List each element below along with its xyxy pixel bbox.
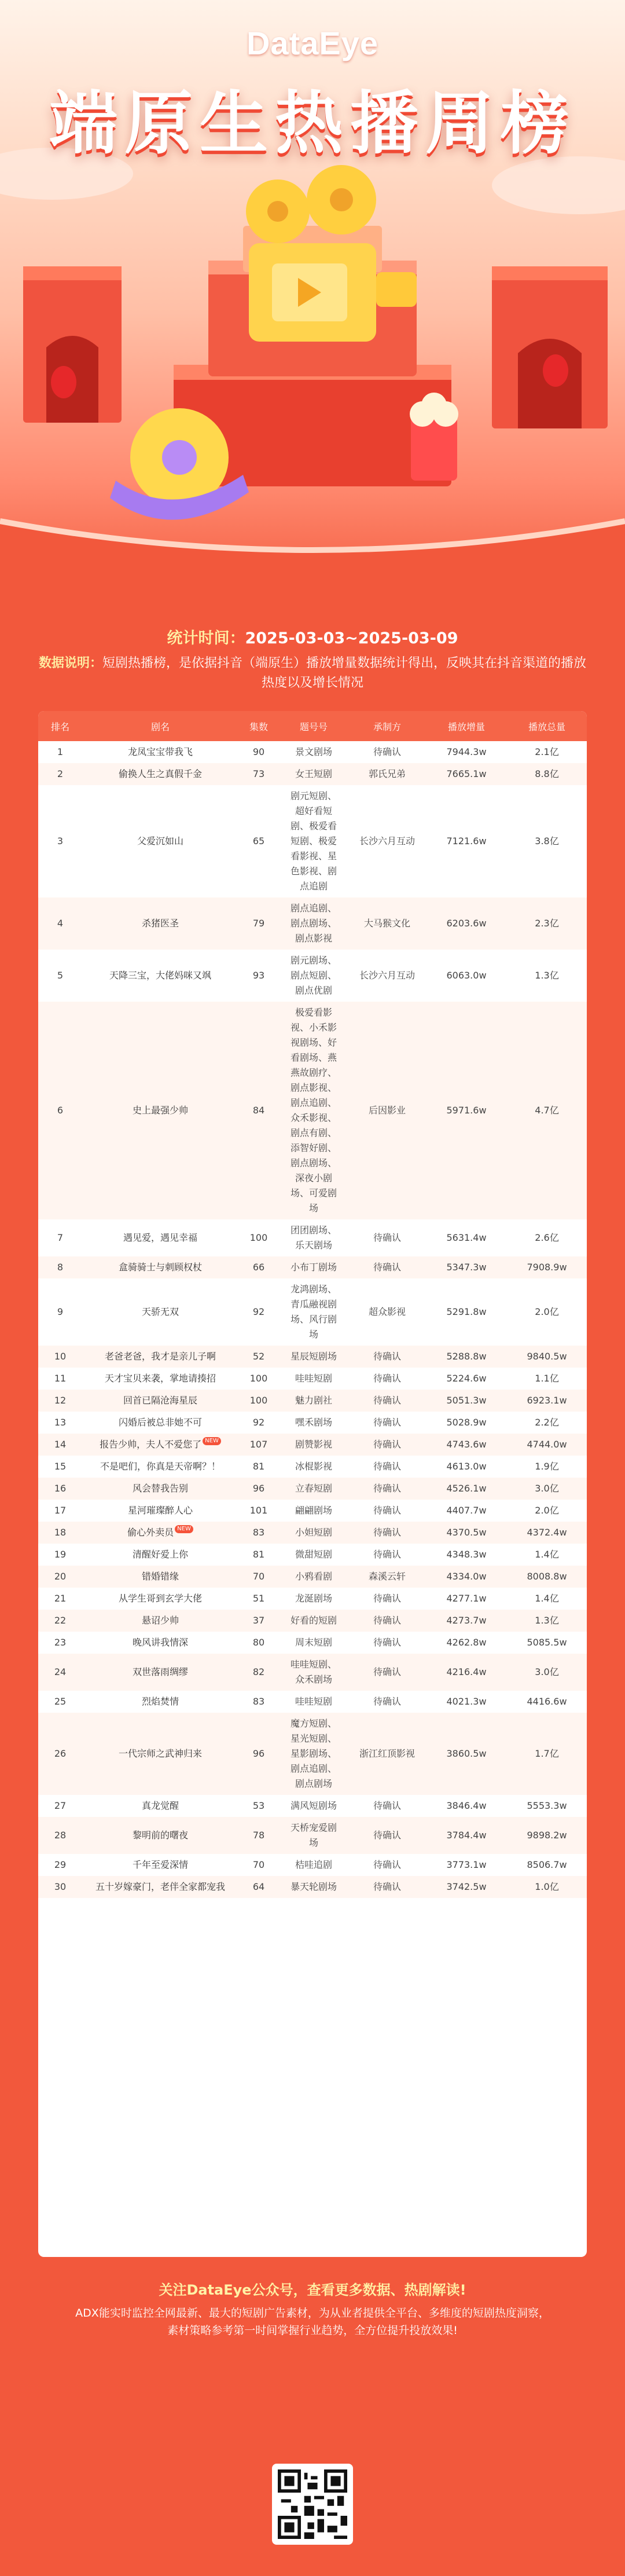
play-increment-cell: 4348.3w xyxy=(446,1549,487,1560)
play-total-cell: 2.0亿 xyxy=(535,1306,559,1317)
episodes-cell: 92 xyxy=(252,1417,265,1428)
producer-cell: 待确认 xyxy=(373,1505,401,1516)
play-increment-cell: 5347.3w xyxy=(446,1262,487,1273)
producer-cell: 长沙六月互动 xyxy=(359,836,415,847)
play-total-cell: 2.6亿 xyxy=(535,1232,559,1243)
producer-cell: 森溪云轩 xyxy=(368,1571,406,1582)
account-cell: 龙涎剧场 xyxy=(295,1593,332,1604)
table-row xyxy=(38,763,587,785)
title-cell xyxy=(82,1588,238,1610)
play-total-cell: 1.3亿 xyxy=(535,1615,559,1626)
title-cell xyxy=(82,1522,238,1544)
play-total-cell: 4.7亿 xyxy=(535,1105,559,1116)
episodes-cell: 70 xyxy=(252,1571,265,1582)
page-title: 端原生热播周榜 xyxy=(49,83,576,163)
producer-cell: 待确认 xyxy=(373,1395,401,1406)
title-cell xyxy=(82,1854,238,1876)
drama-title: 老爸老爸，我才是亲儿子啊 xyxy=(104,1351,216,1362)
drama-title: 烈焰焚情 xyxy=(141,1696,179,1707)
drama-title: 偷心外卖员 xyxy=(127,1527,174,1538)
play-total-cell: 1.4亿 xyxy=(535,1549,559,1560)
brand-logo: DataEye xyxy=(246,25,379,61)
title-cell xyxy=(82,1368,238,1390)
table-row xyxy=(38,741,587,763)
column-header: 承制方 xyxy=(373,721,401,732)
episodes-cell: 81 xyxy=(252,1549,265,1560)
desc-text: 短剧热播榜，是依据抖音（端原生）播放增量数据统计得出，反映其在抖音渠道的播放热度以及增长情况 xyxy=(102,656,587,690)
account-cell: 天桥宠爱剧场 xyxy=(290,1822,337,1848)
table-row xyxy=(38,1544,587,1566)
play-total-cell: 5085.5w xyxy=(527,1637,567,1648)
title-cell xyxy=(82,1478,238,1500)
episodes-cell: 96 xyxy=(252,1748,265,1759)
account-cell: 剧元剧场、剧点短剧、剧点优剧 xyxy=(290,955,337,996)
play-increment-cell: 5631.4w xyxy=(446,1232,487,1243)
play-increment-cell: 4526.1w xyxy=(446,1483,487,1494)
table-row xyxy=(38,1390,587,1412)
play-total-cell: 8008.8w xyxy=(527,1571,567,1582)
drama-title: 盒骑骑士与刺顾权杖 xyxy=(118,1262,202,1273)
play-total-cell: 3.8亿 xyxy=(535,836,559,847)
table-row xyxy=(38,1412,587,1434)
play-increment-cell: 5971.6w xyxy=(446,1105,487,1116)
producer-cell: 待确认 xyxy=(373,1527,401,1538)
table-row xyxy=(38,1478,587,1500)
table-header-row xyxy=(38,711,587,741)
account-cell: 剧赞影视 xyxy=(295,1439,332,1450)
drama-title: 天骄无双 xyxy=(141,1306,179,1317)
producer-cell: 待确认 xyxy=(373,746,401,757)
title-cell xyxy=(82,1278,238,1346)
play-increment-cell: 6203.6w xyxy=(446,918,487,929)
rank-cell: 17 xyxy=(54,1505,67,1516)
producer-cell: 待确认 xyxy=(373,1696,401,1707)
column-header: 播放总量 xyxy=(528,721,565,732)
table-row xyxy=(38,1434,587,1456)
producer-cell: 待确认 xyxy=(373,1232,401,1243)
rank-cell: 7 xyxy=(57,1232,64,1243)
play-increment-cell: 4277.1w xyxy=(446,1593,487,1604)
table-row xyxy=(38,1654,587,1691)
producer-cell: 待确认 xyxy=(373,1800,401,1811)
rank-cell: 27 xyxy=(54,1800,67,1811)
rank-cell: 8 xyxy=(57,1262,64,1273)
table-row xyxy=(38,1691,587,1713)
table-row xyxy=(38,1876,587,1898)
rank-cell: 6 xyxy=(57,1105,64,1116)
account-cell: 魔方短剧、星光短剧、星影剧场、剧点追剧、剧点剧场 xyxy=(290,1718,337,1789)
producer-cell: 待确认 xyxy=(373,1373,401,1384)
rank-cell: 4 xyxy=(57,918,64,929)
drama-title: 双世落雨绸缪 xyxy=(132,1666,188,1677)
ranking-table-card xyxy=(38,711,587,2257)
drama-title: 风会替我告别 xyxy=(132,1483,188,1494)
rank-cell: 5 xyxy=(57,970,64,981)
title-cell xyxy=(82,1691,238,1713)
title-cell xyxy=(82,741,238,763)
account-cell: 星辰短剧场 xyxy=(290,1351,337,1362)
episodes-cell: 70 xyxy=(252,1859,265,1870)
account-cell: 哇哇短剧、众禾剧场 xyxy=(290,1659,337,1685)
table-row xyxy=(38,1346,587,1368)
desc-label: 数据说明： xyxy=(38,656,102,670)
play-total-cell: 3.0亿 xyxy=(535,1483,559,1494)
drama-title: 清醒好爱上你 xyxy=(132,1549,188,1560)
rank-cell: 23 xyxy=(54,1637,67,1648)
footer xyxy=(0,2278,625,2339)
drama-title: 父爱沉如山 xyxy=(137,836,183,847)
producer-cell: 待确认 xyxy=(373,1549,401,1560)
drama-title: 黎明前的曙夜 xyxy=(132,1830,188,1841)
title-cell xyxy=(82,1795,238,1817)
account-cell: 翩翩剧场 xyxy=(295,1505,332,1516)
play-increment-cell: 5291.8w xyxy=(446,1306,487,1317)
title-cell xyxy=(82,897,238,950)
play-total-cell: 8.8亿 xyxy=(535,768,559,779)
drama-title: 遇见爱，遇见幸福 xyxy=(123,1232,197,1243)
episodes-cell: 100 xyxy=(249,1373,268,1384)
play-increment-cell: 5051.3w xyxy=(446,1395,487,1406)
account-cell: 魅力剧社 xyxy=(295,1395,332,1406)
account-cell: 哇哇短剧 xyxy=(295,1373,332,1384)
play-increment-cell: 5028.9w xyxy=(446,1417,487,1428)
episodes-cell: 83 xyxy=(252,1527,265,1538)
producer-cell: 待确认 xyxy=(373,1637,401,1648)
episodes-cell: 53 xyxy=(252,1800,265,1811)
play-increment-cell: 3784.4w xyxy=(446,1830,487,1841)
table-row xyxy=(38,1219,587,1256)
play-total-cell: 1.3亿 xyxy=(535,970,559,981)
play-increment-cell: 5224.6w xyxy=(446,1373,487,1384)
episodes-cell: 52 xyxy=(252,1351,265,1362)
rank-cell: 2 xyxy=(57,768,64,779)
table-row xyxy=(38,1632,587,1654)
producer-cell: 待确认 xyxy=(373,1859,401,1870)
drama-title: 杀猪医圣 xyxy=(141,918,179,929)
producer-cell: 待确认 xyxy=(373,1615,401,1626)
qr-code-icon xyxy=(278,2469,347,2539)
play-increment-cell: 4370.5w xyxy=(446,1527,487,1538)
producer-cell: 大马猴文化 xyxy=(363,918,410,929)
episodes-cell: 96 xyxy=(252,1483,265,1494)
rank-cell: 12 xyxy=(54,1395,67,1406)
producer-cell: 待确认 xyxy=(373,1483,401,1494)
episodes-cell: 64 xyxy=(252,1881,265,1892)
rank-cell: 15 xyxy=(54,1461,67,1472)
table-row xyxy=(38,1002,587,1219)
producer-cell: 待确认 xyxy=(373,1461,401,1472)
account-cell: 小鸦看剧 xyxy=(295,1571,332,1582)
hero-banner xyxy=(0,0,625,602)
title-cell xyxy=(82,1817,238,1854)
producer-cell: 待确认 xyxy=(373,1593,401,1604)
play-increment-cell: 4613.0w xyxy=(446,1461,487,1472)
producer-cell: 后因影业 xyxy=(368,1105,406,1116)
rank-cell: 21 xyxy=(54,1593,67,1604)
drama-title: 悬诏少帅 xyxy=(141,1615,179,1626)
drama-title: 真龙觉醒 xyxy=(141,1800,179,1811)
episodes-cell: 93 xyxy=(252,970,265,981)
play-total-cell: 1.1亿 xyxy=(535,1373,559,1384)
play-total-cell: 1.9亿 xyxy=(535,1461,559,1472)
drama-title: 从学生哥到玄学大佬 xyxy=(118,1593,202,1604)
rank-cell: 30 xyxy=(54,1881,67,1892)
play-total-cell: 9840.5w xyxy=(527,1351,567,1362)
title-cell xyxy=(82,1390,238,1412)
rank-cell: 16 xyxy=(54,1483,67,1494)
episodes-cell: 51 xyxy=(252,1593,265,1604)
rank-cell: 9 xyxy=(57,1306,64,1317)
account-cell: 极爱看影视、小禾影视剧场、好看剧场、燕燕故剧疗、剧点影视、剧点追剧、众禾影视、剧点有剧、添智好剧、剧点剧场、深夜小剧场、可爱剧场 xyxy=(290,1007,337,1214)
play-increment-cell: 3773.1w xyxy=(446,1859,487,1870)
play-increment-cell: 4407.7w xyxy=(446,1505,487,1516)
table-row xyxy=(38,785,587,897)
rank-cell: 13 xyxy=(54,1417,67,1428)
title-cell xyxy=(82,1654,238,1691)
drama-title: 天降三宝，大佬妈咪又飒 xyxy=(109,970,211,981)
play-increment-cell: 4273.7w xyxy=(446,1615,487,1626)
play-increment-cell: 3860.5w xyxy=(446,1748,487,1759)
account-cell: 好看的短剧 xyxy=(290,1615,337,1626)
title-cell xyxy=(82,1544,238,1566)
table-row xyxy=(38,1610,587,1632)
rank-cell: 25 xyxy=(54,1696,67,1707)
producer-cell: 待确认 xyxy=(373,1439,401,1450)
column-header: 题号号 xyxy=(299,721,328,732)
play-total-cell: 1.4亿 xyxy=(535,1593,559,1604)
play-increment-cell: 7665.1w xyxy=(446,768,487,779)
play-total-cell: 2.2亿 xyxy=(535,1417,559,1428)
title-cell xyxy=(82,1256,238,1278)
new-badge: NEW xyxy=(203,1437,221,1445)
play-total-cell: 9898.2w xyxy=(527,1830,567,1841)
drama-title: 天才宝贝来袭，掌地请揍招 xyxy=(104,1373,216,1384)
table-row xyxy=(38,1713,587,1795)
title-cell xyxy=(82,1566,238,1588)
drama-title: 偷换人生之真假千金 xyxy=(118,768,202,779)
play-total-cell: 1.0亿 xyxy=(535,1881,559,1892)
title-cell xyxy=(82,785,238,897)
producer-cell: 超众影视 xyxy=(368,1306,406,1317)
play-increment-cell: 4216.4w xyxy=(446,1666,487,1677)
title-cell xyxy=(82,1002,238,1219)
drama-title: 一代宗师之武神归来 xyxy=(118,1748,202,1759)
ranking-table xyxy=(38,711,587,1898)
drama-title: 五十岁嫁豪门，老伴全家都宠我 xyxy=(95,1881,225,1892)
account-cell: 周末短剧 xyxy=(295,1637,332,1648)
play-total-cell: 7908.9w xyxy=(527,1262,567,1273)
rank-cell: 1 xyxy=(57,746,64,757)
episodes-cell: 82 xyxy=(252,1666,265,1677)
rank-cell: 29 xyxy=(54,1859,67,1870)
play-increment-cell: 4021.3w xyxy=(446,1696,487,1707)
drama-title: 龙凤宝宝带我飞 xyxy=(127,746,193,757)
play-increment-cell: 3742.5w xyxy=(446,1881,487,1892)
play-increment-cell: 6063.0w xyxy=(446,970,487,981)
producer-cell: 待确认 xyxy=(373,1881,401,1892)
episodes-cell: 100 xyxy=(249,1232,268,1243)
stat-time-value: 2025-03-03~2025-03-09 xyxy=(245,629,458,647)
table-row xyxy=(38,1500,587,1522)
table-row xyxy=(38,1588,587,1610)
drama-title: 星河璀璨醉人心 xyxy=(127,1505,193,1516)
episodes-cell: 78 xyxy=(252,1830,265,1841)
episodes-cell: 84 xyxy=(252,1105,265,1116)
table-row xyxy=(38,1256,587,1278)
column-header: 播放增量 xyxy=(447,721,485,732)
play-total-cell: 3.0亿 xyxy=(535,1666,559,1677)
table-row xyxy=(38,1795,587,1817)
drama-title: 不是吧们，你真是天帝啊？！ xyxy=(100,1461,220,1472)
drama-title: 闪婚后被总非她不可 xyxy=(118,1417,202,1428)
account-cell: 小妲短剧 xyxy=(295,1527,332,1538)
episodes-cell: 100 xyxy=(249,1395,268,1406)
play-increment-cell: 4743.6w xyxy=(446,1439,487,1450)
column-header: 排名 xyxy=(50,721,69,732)
play-increment-cell: 7121.6w xyxy=(446,836,487,847)
table-row xyxy=(38,1368,587,1390)
account-cell: 微甜短剧 xyxy=(295,1549,332,1560)
title-cell xyxy=(82,1713,238,1795)
episodes-cell: 65 xyxy=(252,836,265,847)
column-header: 剧名 xyxy=(150,721,170,732)
play-increment-cell: 4334.0w xyxy=(446,1571,487,1582)
rank-cell: 19 xyxy=(54,1549,67,1560)
title-cell xyxy=(82,950,238,1002)
title-cell xyxy=(82,1500,238,1522)
table-row xyxy=(38,1522,587,1544)
qr-code xyxy=(272,2464,353,2545)
account-cell: 冰棍影视 xyxy=(295,1461,332,1472)
play-increment-cell: 7944.3w xyxy=(446,746,487,757)
table-row xyxy=(38,897,587,950)
table-row xyxy=(38,1817,587,1854)
new-badge: NEW xyxy=(175,1525,193,1533)
title-cell xyxy=(82,1434,238,1456)
table-row xyxy=(38,1854,587,1876)
account-cell: 立春短剧 xyxy=(295,1483,332,1494)
play-total-cell: 4372.4w xyxy=(527,1527,567,1538)
rank-cell: 20 xyxy=(54,1571,67,1582)
drama-title: 报告少帅，夫人不爱您了 xyxy=(100,1439,202,1450)
play-total-cell: 8506.7w xyxy=(527,1859,567,1870)
play-total-cell: 1.7亿 xyxy=(535,1748,559,1759)
episodes-cell: 73 xyxy=(252,768,265,779)
title-cell xyxy=(82,1219,238,1256)
producer-cell: 待确认 xyxy=(373,1262,401,1273)
drama-title: 回首已隔沧海星辰 xyxy=(123,1395,197,1406)
drama-title: 千年至爱深情 xyxy=(132,1859,188,1870)
column-header: 集数 xyxy=(249,721,268,732)
rank-cell: 14 xyxy=(54,1439,67,1450)
table-row xyxy=(38,1456,587,1478)
play-total-cell: 2.0亿 xyxy=(535,1505,559,1516)
account-cell: 团团剧场、乐天剧场 xyxy=(290,1225,337,1251)
producer-cell: 待确认 xyxy=(373,1417,401,1428)
account-cell: 剧点追剧、剧点剧场、剧点影视 xyxy=(290,903,337,944)
play-total-cell: 2.3亿 xyxy=(535,918,559,929)
table-body xyxy=(38,741,587,1898)
account-cell: 哇哇短剧 xyxy=(295,1696,332,1707)
episodes-cell: 90 xyxy=(252,746,265,757)
rank-cell: 10 xyxy=(54,1351,67,1362)
data-description xyxy=(35,654,590,693)
title-cell xyxy=(82,1876,238,1898)
footer-title: 关注DataEye公众号，查看更多数据、热剧解读! xyxy=(159,2282,466,2298)
play-increment-cell: 3846.4w xyxy=(446,1800,487,1811)
table-row xyxy=(38,1566,587,1588)
episodes-cell: 37 xyxy=(252,1615,265,1626)
episodes-cell: 107 xyxy=(249,1439,268,1450)
account-cell: 女王短剧 xyxy=(295,768,332,779)
drama-title: 史上最强少帅 xyxy=(132,1105,188,1116)
play-increment-cell: 4262.8w xyxy=(446,1637,487,1648)
rank-cell: 28 xyxy=(54,1830,67,1841)
play-total-cell: 2.1亿 xyxy=(535,746,559,757)
account-cell: 暴天轮剧场 xyxy=(290,1881,337,1892)
account-cell: 满风短剧场 xyxy=(290,1800,337,1811)
info-section xyxy=(0,625,625,693)
episodes-cell: 83 xyxy=(252,1696,265,1707)
play-total-cell: 6923.1w xyxy=(527,1395,567,1406)
episodes-cell: 92 xyxy=(252,1306,265,1317)
account-cell: 景文剧场 xyxy=(295,746,332,757)
account-cell: 嘿禾剧场 xyxy=(295,1417,332,1428)
account-cell: 小布丁剧场 xyxy=(290,1262,337,1273)
footer-desc: ADX能实时监控全网最新、最大的短剧广告素材，为从业者提供全平台、多维度的短剧热度洞察，素材策略参考第一时间掌握行业趋势，全方位提升投放效果! xyxy=(75,2307,550,2337)
episodes-cell: 80 xyxy=(252,1637,265,1648)
play-total-cell: 5553.3w xyxy=(527,1800,567,1811)
drama-title: 晚风讲我情深 xyxy=(132,1637,188,1648)
producer-cell: 浙江红顶影视 xyxy=(359,1748,415,1759)
play-total-cell: 4416.6w xyxy=(527,1696,567,1707)
table-row xyxy=(38,1278,587,1346)
title-cell xyxy=(82,1610,238,1632)
producer-cell: 郭氏兄弟 xyxy=(368,768,406,779)
producer-cell: 待确认 xyxy=(373,1830,401,1841)
title-cell xyxy=(82,1632,238,1654)
stat-time-label: 统计时间： xyxy=(167,629,245,647)
rank-cell: 11 xyxy=(54,1373,67,1384)
episodes-cell: 66 xyxy=(252,1262,265,1273)
producer-cell: 待确认 xyxy=(373,1666,401,1677)
producer-cell: 长沙六月互动 xyxy=(359,970,415,981)
title-cell xyxy=(82,1456,238,1478)
episodes-cell: 81 xyxy=(252,1461,265,1472)
table-row xyxy=(38,950,587,1002)
producer-cell: 待确认 xyxy=(373,1351,401,1362)
title-cell xyxy=(82,1346,238,1368)
drama-title: 错婚错缘 xyxy=(141,1571,179,1582)
account-cell: 龙鸿剧场、青瓜融视剧场、风行剧场 xyxy=(290,1284,337,1340)
title-cell xyxy=(82,763,238,785)
rank-cell: 24 xyxy=(54,1666,67,1677)
title-cell xyxy=(82,1412,238,1434)
stat-time xyxy=(0,625,625,648)
rank-cell: 3 xyxy=(57,836,64,847)
episodes-cell: 101 xyxy=(249,1505,268,1516)
account-cell: 桔哇追剧 xyxy=(295,1859,332,1870)
play-total-cell: 4744.0w xyxy=(527,1439,567,1450)
account-cell: 剧元短剧、超好看短剧、极爱看短剧、极爱看影视、星色影视、剧点追剧 xyxy=(290,790,337,892)
episodes-cell: 79 xyxy=(252,918,265,929)
rank-cell: 22 xyxy=(54,1615,67,1626)
play-increment-cell: 5288.8w xyxy=(446,1351,487,1362)
rank-cell: 18 xyxy=(54,1527,67,1538)
rank-cell: 26 xyxy=(54,1748,67,1759)
